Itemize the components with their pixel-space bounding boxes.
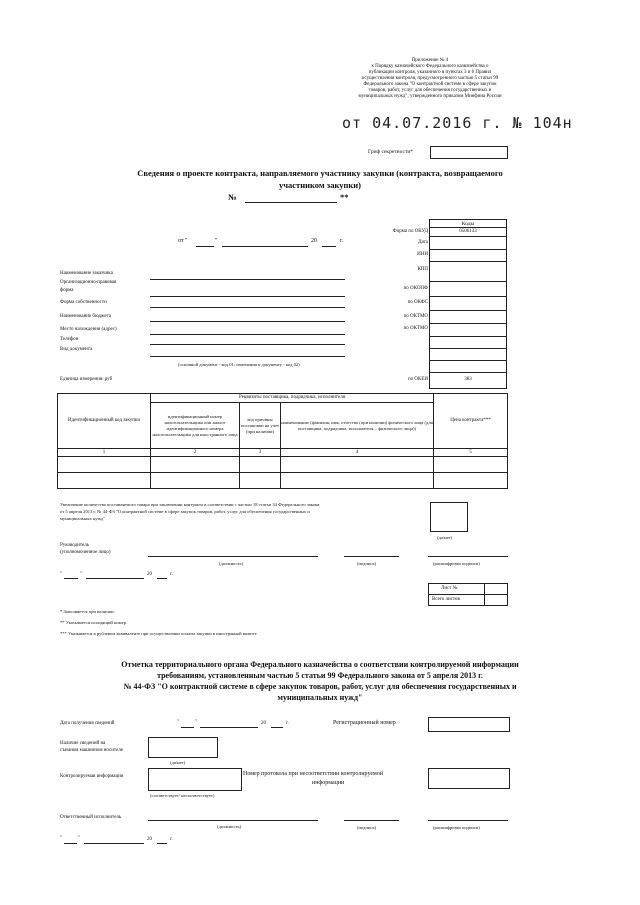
decode-input[interactable]	[428, 556, 508, 557]
doc-type-input[interactable]	[150, 356, 345, 357]
mark-title: № 44-ФЗ "О контрактной системе в сфере закупок товаров, работ, услуг для обеспечения государственных и	[123, 682, 517, 691]
col-kpp: код причины постановки на учет (при наличии)	[240, 403, 281, 449]
increase-yes-no-box[interactable]	[430, 502, 468, 532]
date-month-field[interactable]	[222, 246, 308, 247]
col-num: 4	[281, 449, 434, 457]
mark-title: муниципальных нужд"	[277, 693, 363, 702]
code-label-inn: ИНН	[417, 252, 428, 257]
field-budget: Наименование бюджета	[60, 314, 112, 319]
table-cell[interactable]	[240, 457, 281, 473]
responsible-position-input[interactable]	[148, 820, 318, 821]
sheet-box	[428, 583, 508, 606]
protocol-label-2: информации	[312, 780, 345, 786]
date-quote: "	[215, 238, 218, 244]
received-day-input[interactable]	[181, 727, 194, 728]
col-purchase-code: Идентификационный код закупки	[58, 394, 151, 449]
media-label: Наличие сведений на	[60, 741, 106, 746]
page-title-cont: участником закупки)	[278, 180, 362, 190]
appendix-line: муниципальных нужд", утвержденного приказом Минфина России	[358, 94, 502, 99]
responsible-decode-input[interactable]	[428, 820, 508, 821]
controlled-label: Контролируемая информация	[60, 774, 124, 779]
received-g: г.	[286, 721, 289, 726]
sheet-total-field[interactable]	[485, 595, 508, 606]
conformity-hint: (соответствует/ несоответствует)	[150, 793, 215, 798]
reg-number-field[interactable]	[428, 717, 510, 732]
media-hint: (да/нет)	[170, 760, 186, 765]
legal-form-input[interactable]	[150, 296, 345, 297]
appendix-line: Приложение № 4	[411, 58, 449, 63]
customer-name-input[interactable]	[150, 279, 345, 280]
table-cell[interactable]	[151, 473, 240, 489]
mark-title: Отметка территориального органа Федерального казначейства о соответствии контролируемой информации	[121, 660, 519, 669]
responsible-position-hint: (должность)	[217, 824, 242, 829]
resp-g: г.	[170, 837, 173, 842]
codes-header: Коды	[429, 219, 507, 229]
controlled-field[interactable]	[148, 768, 242, 791]
table-cell[interactable]	[58, 473, 151, 489]
code-label-date: Дата	[418, 240, 428, 245]
codes-column	[429, 227, 507, 389]
field-legal-form: Организационно-правовая	[60, 280, 117, 285]
mark-title: требованиям, установленным частью 5 статьи 99 Федерального закона от 5 апреля 2013 г.	[157, 671, 483, 680]
table-cell[interactable]	[281, 473, 434, 489]
supplier-group-header: Реквизиты поставщика, подрядчика, исполнителя	[151, 394, 434, 403]
appendix-line: публикации контроля, указанного в пунктах 3 и 6 Правил	[368, 70, 492, 75]
phone-input[interactable]	[150, 344, 345, 345]
ownership-input[interactable]	[150, 307, 345, 308]
code-label-okei: по ОКЕИ	[407, 377, 428, 382]
sign-hint: (подпись)	[357, 561, 377, 566]
footnote: * Заполняется при наличии.	[60, 609, 115, 614]
protocol-label: Номер протокола при несоответствии контролируемой	[243, 771, 384, 777]
number-prefix: №	[228, 192, 237, 202]
date-g: г.	[340, 238, 344, 244]
field-address: Место нахождения (адрес)	[60, 327, 117, 332]
yes-no-hint: (да/нет)	[437, 535, 453, 540]
media-label-2: съемном машинном носителе	[60, 748, 124, 753]
code-label-okopf: по ОКОПФ	[403, 286, 428, 291]
footnote: *** Указывается в рублевом эквиваленте при осуществлении оплаты закупки в иностранной валюте	[60, 631, 257, 636]
code-value-okei: 383	[464, 377, 472, 382]
table-cell[interactable]	[434, 473, 508, 489]
table-cell[interactable]	[151, 457, 240, 473]
doc-type-hint: (основной документ - код 01; изменения к документу - код 02)	[178, 362, 300, 367]
date-from: от "	[178, 238, 188, 244]
col-num: 2	[151, 449, 240, 457]
responsible-decode-hint: (расшифровка подписи)	[433, 825, 480, 830]
responsible-sign-input[interactable]	[344, 820, 399, 821]
resp-day-input[interactable]	[64, 843, 77, 844]
code-label-oktmo-2: по ОКТМО	[403, 326, 428, 331]
position-input[interactable]	[148, 556, 318, 557]
sign-month-input[interactable]	[86, 578, 144, 579]
code-label-okud: Форма по ОКУД	[392, 229, 428, 234]
date-received-label: Дата получения сведений	[60, 721, 115, 726]
secrecy-field[interactable]	[430, 146, 508, 159]
increase-text: Увеличение количества поставляемого товара при заключении контракта в соответствии с частью 18 статьи 34 Федерального закона	[60, 502, 320, 507]
address-input[interactable]	[150, 334, 345, 335]
secrecy-label: Гриф секретности*	[368, 149, 414, 155]
sign-year: 20	[147, 572, 152, 577]
signature-input[interactable]	[344, 556, 399, 557]
received-month-input[interactable]	[200, 727, 258, 728]
responsible-sign-hint: (подпись)	[357, 825, 377, 830]
supplier-table	[57, 393, 508, 489]
sheet-label: Лист №	[429, 584, 485, 595]
footnote: ** Указывается исходящий номер.	[60, 620, 128, 625]
date-day-field[interactable]	[196, 246, 214, 247]
resp-year-input[interactable]	[157, 843, 167, 844]
approval-stamp: от 04.07.2016 г. № 104н	[342, 114, 573, 132]
field-ownership: Форма собственности	[60, 300, 107, 305]
table-cell[interactable]	[240, 473, 281, 489]
appendix-line: товаров, работ, услуг для обеспечения государственных и	[368, 88, 492, 93]
budget-input[interactable]	[150, 321, 345, 322]
col-supplier-name: наименование (фамилия, имя, отчество (при наличии) физического лица (для поставщика, подрядчика, исполнителя – физического лица))	[281, 403, 434, 449]
resp-year: 20	[147, 837, 152, 842]
sheet-number-field[interactable]	[485, 584, 508, 595]
date-year-field[interactable]	[322, 246, 336, 247]
table-cell[interactable]	[58, 457, 151, 473]
protocol-field[interactable]	[428, 768, 510, 789]
responsible-label: Ответственный исполнитель	[60, 815, 122, 820]
field-legal-form-2: форма	[60, 288, 74, 293]
appendix-line: Федерального закона "О контрактной системе в сфере закупок	[363, 82, 497, 87]
field-doc-type: Вид документа	[60, 347, 93, 352]
code-label-oktmo: по ОКТМО	[403, 314, 428, 319]
received-year-input[interactable]	[271, 727, 283, 728]
sign-g: г.	[170, 572, 173, 577]
head-label: Руководитель	[60, 543, 90, 548]
decode-hint: (расшифровка подписи)	[433, 561, 480, 566]
position-hint: (должность)	[219, 561, 244, 566]
table-cell[interactable]	[434, 457, 508, 473]
resp-month-input[interactable]	[84, 843, 144, 844]
col-num: 1	[58, 449, 151, 457]
col-num: 3	[240, 449, 281, 457]
increase-text: от 5 апреля 2013 г. № 44-ФЗ "О контрактной системе в сфере закупок товаров, работ, услуг для обеспечения государственных и	[60, 509, 310, 514]
field-phone: Телефон	[60, 337, 79, 342]
code-label-kpp: КПП	[417, 267, 428, 272]
media-field[interactable]	[148, 737, 218, 758]
col-num: 5	[434, 449, 508, 457]
date-year: 20	[311, 238, 317, 244]
increase-text: муниципальных нужд"	[60, 516, 106, 521]
sheet-total-label: Всего листов	[429, 595, 485, 606]
reg-number-label: Регистрационный номер	[333, 720, 396, 726]
number-suffix: **	[340, 192, 349, 202]
code-label-okfs: по ОКФС	[407, 300, 428, 305]
sign-year-input[interactable]	[157, 578, 167, 579]
code-value-okud: 0506133	[459, 229, 477, 234]
page-title: Сведения о проекте контракта, направляемого участнику закупки (контракта, возвращаемого	[137, 168, 503, 178]
field-customer-name: Наименование заказчика	[60, 271, 113, 276]
table-cell[interactable]	[281, 457, 434, 473]
head-label-2: (уполномоченное лицо)	[60, 550, 111, 555]
unit-label: Единица измерения: руб	[60, 377, 113, 382]
col-inn: идентификационный номер налогоплательщика или аналог идентификационного номера налогоплательщика для иностранного лица	[151, 403, 240, 449]
appendix-line: к Порядку казначейского Федерального казначейства о	[371, 64, 489, 69]
col-price: Цена контракта***	[434, 394, 508, 449]
sign-day-input[interactable]	[64, 578, 78, 579]
appendix-line: осуществления контроля, предусмотренного частью 5 статьи 99	[361, 76, 499, 81]
received-year: 20	[261, 721, 266, 726]
number-field[interactable]	[245, 202, 337, 203]
